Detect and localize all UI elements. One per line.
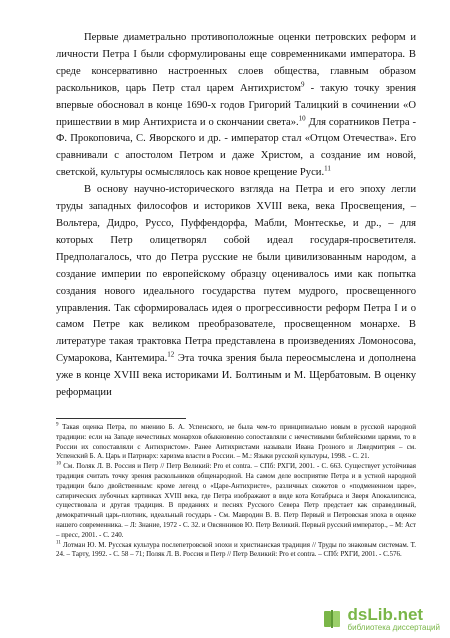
watermark-subtitle: библиотека диссертаций: [347, 623, 440, 632]
paragraph-1-part-a: Первые диаметрально противоположные оценки петровских реформ и личности Петра I были сформулированы еще современниками императора. В среде консервативно настроенных слоев общества, главным образом раскольников, царь Петр стал царем Антихристом: [56, 32, 416, 94]
paragraph-2: [56, 182, 416, 402]
footnote-text: Такая оценка Петра, по мнению Б. А. Успенского, не была чем-то принципиально новым в русской народной традиции: если на Западе нечестивых монархов обыкновенно сопоставляли с нечестивыми библейскими царями, то в России их сопоставляли с Антихристом». Ранее Антихристами называли Ивана Грозного и Лжедмитрия – см. Успенский Б. А. Царь и Патриарх: харизма власти в России. – М.: Языки русской культуры, 1998. - С. 21.: [56, 422, 416, 461]
paragraph-1-part-b: - такую точку зрения впервые обосновал в конце 1690-х годов Григорий Талицкий в сочинении «О пришествии в мир Антихриста и о скончании света».: [56, 82, 416, 128]
main-text: [56, 30, 416, 402]
footnote-ref-10[interactable]: 10: [298, 114, 306, 122]
footnote-11: [56, 541, 416, 561]
footnote-ref-12[interactable]: 12: [167, 350, 175, 359]
footnote-number: 9: [56, 422, 59, 428]
footnote-ref-11[interactable]: 11: [324, 164, 331, 173]
footnote-10: [56, 462, 416, 540]
dslib-watermark[interactable]: [322, 606, 440, 632]
document-page: [56, 30, 416, 560]
footnote-text: См. Поляк Л. В. Россия и Петр // Петр Великий: Pro et contra. – СПб: РХГИ, 2001. - С. 663. Существует устойчивая традиция считать точку зрения раскольников общенародной. На самом деле восприятие Петра и в устной народной традиции было двойственным: кроме легенд о «Царе-Антихристе», различных сюжетов о «подмененном царе», сатирических лубочных картинках XVIII века, где Петра изображают в виде кота Котабрыса и Зверя Апокалипсиса, существовала и другая традиция. В преданиях и песнях Русского Севера Петр предстает как справедливый, демократичный царь-плотник, идеальный государь - См. Мавродин В. В. Петр Первый и Петровская эпоха в оценке нашего современника. – Л: Знание, 1972 - С. 32. и Овсянников Ю. Петр Великий. Первый русский император., – М: Аст – пресс, 2001. - С. 240.: [56, 462, 416, 539]
dslib-logo-icon: [322, 608, 344, 630]
paragraph-1-part-c: Для соратников Петра - Ф. Прокоповича, С. Яворского и др. - император стал «Отцом Отечества». Его сравнивали с апостолом Петром и даже Христом, а создание им новой, светской, культуры осмыслялось как новое крещение Руси.: [56, 116, 417, 179]
footnotes: [56, 423, 416, 560]
footnote-text: Лотман Ю. М. Русская культура послепетровской эпохи и христианская традиция // Труды по знаковым системам. Т. 24. – Тарту, 1992. - С. 58 – 71; Поляк Л. В. Россия и Петр // Петр Великий: Pro et contra. – СПб: РХГИ, 2001. - С.576.: [56, 540, 416, 559]
footnote-number: 11: [56, 540, 61, 546]
footnote-9: [56, 423, 416, 462]
paragraph-1: [56, 30, 416, 182]
paragraph-2-part-b: Эта точка зрения была переосмыслена и дополнена уже в конце XVIII века историками И. Болтиным и М. Щербатовым. В оценку реформации: [56, 353, 416, 399]
footnote-ref-9[interactable]: 9: [300, 80, 305, 89]
footnote-number: 10: [56, 461, 61, 467]
watermark-brand: dsLib.net: [347, 605, 424, 624]
footnote-separator: [56, 418, 186, 419]
paragraph-2-part-a: В основу научно-исторического взгляда на Петра и его эпоху легли труды западных философов и историков XVIII века, века Просвещения, – Вольтера, Дидро, Руссо, Пуффендорфа, Мабли, Монтескье, и др., – для которых Петр олицетворял собой идеал государя-просветителя. Предполагалось, что до Петра русские не были цивилизованным народом, а создание империи по европейскому образцу оценивалось ими как попытка создания нового идеального государства путем мудрого, просвещенного управления. Так сформировалась идея о прогрессивности реформ Петра I и о самом Петре как великом преобразователе, просвещенном монархе. В литературе такая трактовка Петра представлена в произведениях Ломоносова, Сумарокова, Кантемира.: [56, 184, 416, 365]
